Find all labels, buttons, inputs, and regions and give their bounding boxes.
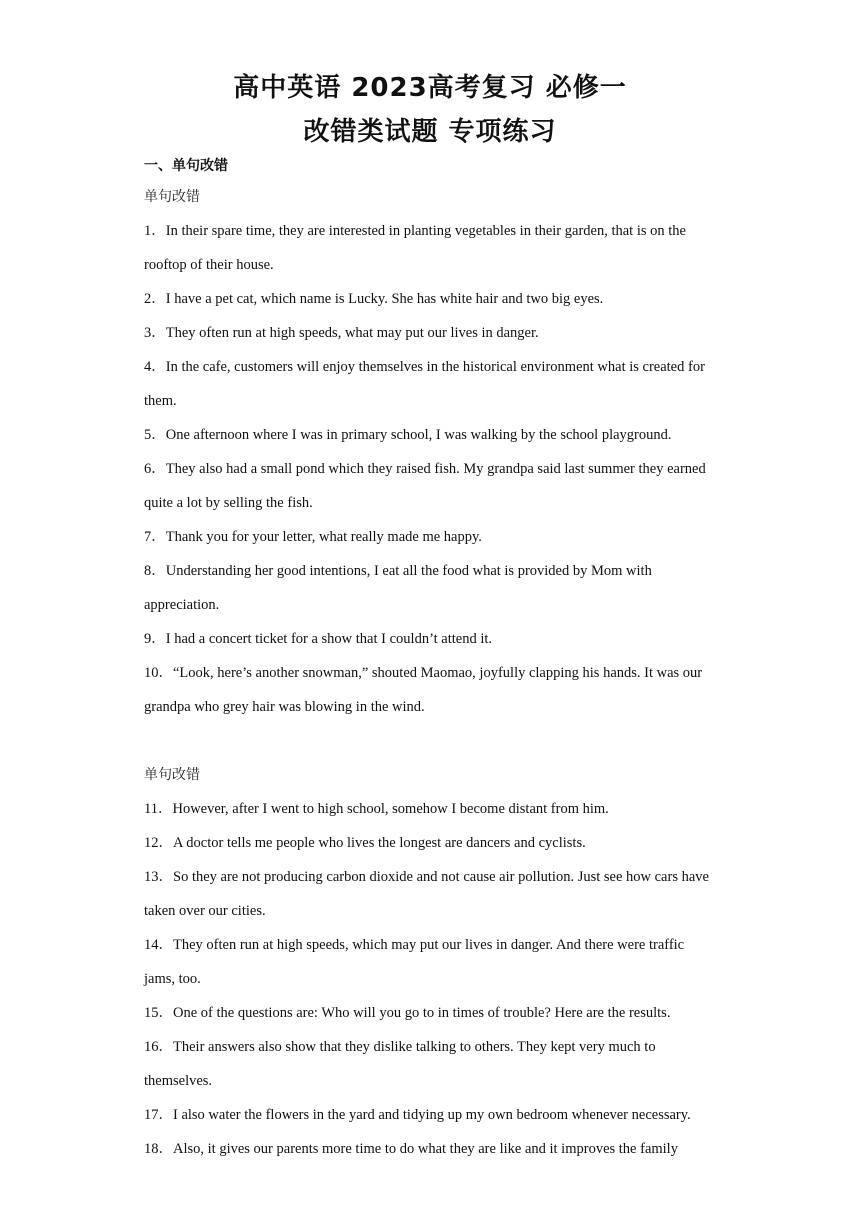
exercise-content (144, 180, 718, 1166)
item-text: “Look, here’s another snowman,” shouted Maomao, joyfully clapping his hands. It was our grandpa who grey hair was blowing in the wind. (144, 665, 703, 715)
item-number: 14． (144, 937, 173, 953)
exercise-item (144, 860, 718, 928)
item-text: Thank you for your letter, what really made me happy. (165, 529, 482, 545)
item-number: 18． (144, 1141, 173, 1157)
item-number: 12． (144, 835, 173, 851)
exercise-item (144, 1132, 718, 1166)
item-text: In the cafe, customers will enjoy themselves in the historical environment what is created for them. (144, 359, 705, 409)
exercise-item (144, 996, 718, 1030)
item-number: 13． (144, 869, 173, 885)
item-number: 1． (144, 223, 166, 239)
exercise-item (144, 826, 718, 860)
item-text: So they are not producing carbon dioxide and not cause air pollution. Just see how cars have taken over our cities. (144, 869, 709, 919)
group-subheading: 单句改错 (144, 767, 200, 783)
item-number: 2． (144, 291, 166, 307)
item-text: I had a concert ticket for a show that I couldn’t attend it. (165, 631, 493, 647)
exercise-item (144, 214, 718, 282)
exercise-item (144, 656, 718, 724)
exercise-item (144, 452, 718, 520)
item-text: They also had a small pond which they raised fish. My grandpa said last summer they earned quite a lot by selling the fish. (144, 461, 706, 511)
exercise-item (144, 792, 718, 826)
item-text: In their spare time, they are interested in planting vegetables in their garden, that is on the rooftop of their house. (144, 223, 686, 273)
item-text: Their answers also show that they dislike talking to others. They kept very much to themselves. (144, 1039, 656, 1089)
item-number: 3． (144, 325, 166, 341)
exercise-item (144, 282, 718, 316)
item-text: Also, it gives our parents more time to do what they are like and it improves the family (173, 1141, 678, 1157)
item-number: 4． (144, 359, 166, 375)
document-title: 高中英语 2023高考复习 必修一 (233, 73, 627, 103)
item-number: 10． (144, 665, 173, 681)
item-text: They often run at high speeds, what may put our lives in danger. (165, 325, 539, 341)
item-number: 8． (144, 563, 166, 579)
exercise-item (144, 1098, 718, 1132)
exercise-item (144, 622, 718, 656)
item-number: 9． (144, 631, 166, 647)
section-spacer (144, 724, 718, 758)
item-number: 5． (144, 427, 166, 443)
item-text: I also water the flowers in the yard and tidying up my own bedroom whenever necessary. (173, 1107, 691, 1123)
item-number: 11． (144, 801, 173, 817)
exercise-item (144, 554, 718, 622)
exercise-item (144, 418, 718, 452)
document-subtitle: 改错类试题 专项练习 (303, 117, 557, 147)
item-text: A doctor tells me people who lives the longest are dancers and cyclists. (173, 835, 586, 851)
exercise-item (144, 928, 718, 996)
group-subheading: 单句改错 (144, 189, 200, 205)
item-text: They often run at high speeds, which may put our lives in danger. And there were traffic jams, too. (144, 937, 685, 987)
item-text: However, after I went to high school, somehow I become distant from him. (172, 801, 609, 817)
exercise-item (144, 350, 718, 418)
section-heading: 一、单句改错 (144, 158, 228, 174)
item-number: 15． (144, 1005, 173, 1021)
item-text: Understanding her good intentions, I eat all the food what is provided by Mom with appreciation. (144, 563, 652, 613)
item-number: 6． (144, 461, 166, 477)
item-number: 16． (144, 1039, 173, 1055)
exercise-item (144, 316, 718, 350)
exercise-item (144, 520, 718, 554)
item-number: 7． (144, 529, 166, 545)
exercise-item (144, 1030, 718, 1098)
item-number: 17． (144, 1107, 173, 1123)
item-text: One of the questions are: Who will you go to in times of trouble? Here are the results. (173, 1005, 671, 1021)
item-text: One afternoon where I was in primary school, I was walking by the school playground. (165, 427, 672, 443)
item-text: I have a pet cat, which name is Lucky. She has white hair and two big eyes. (165, 291, 604, 307)
